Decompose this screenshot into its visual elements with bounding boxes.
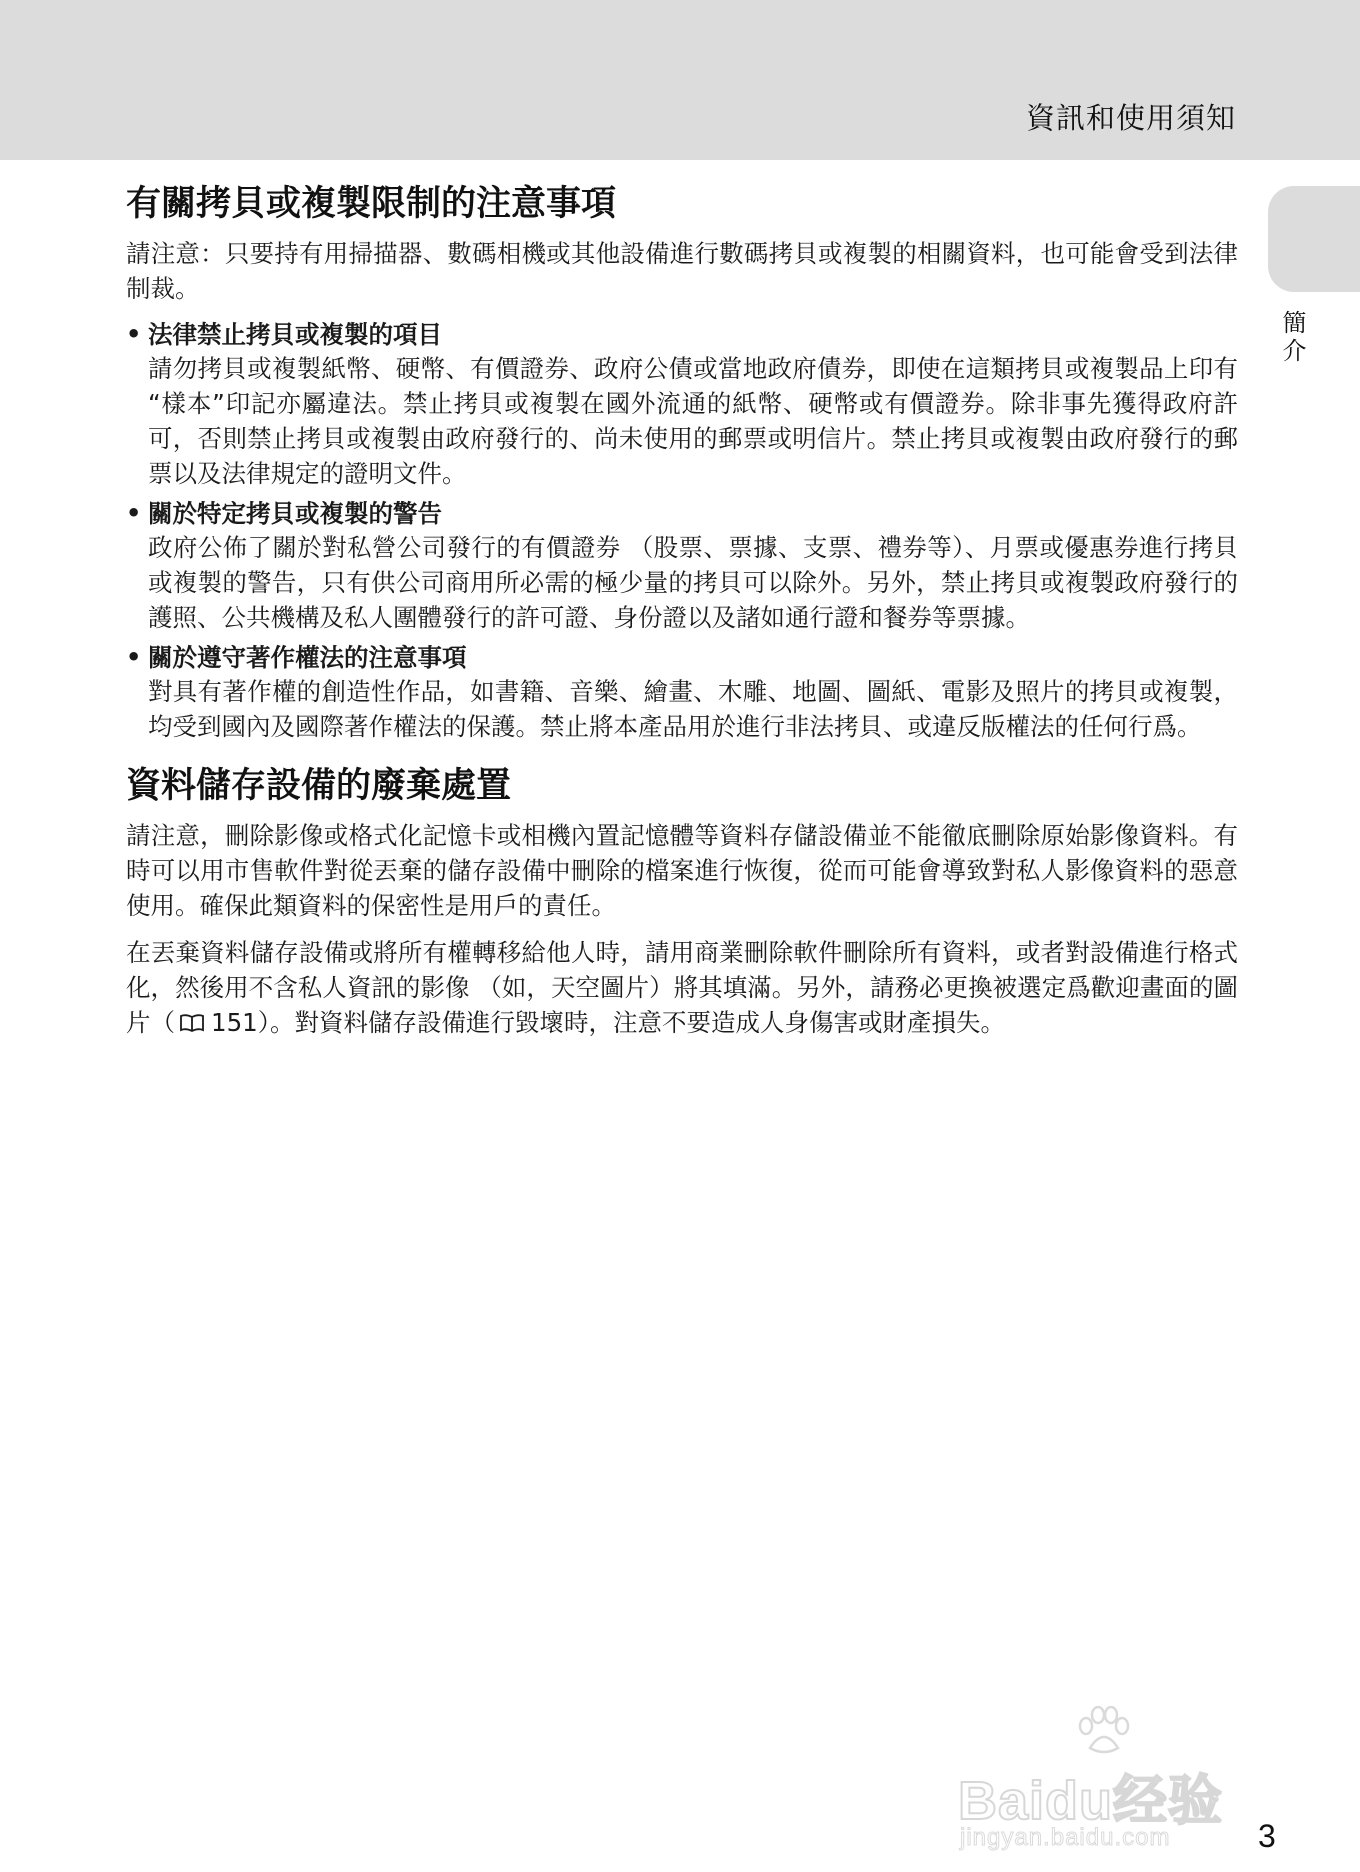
bullet-dot: •	[126, 320, 142, 348]
section-copy-restrictions	[126, 180, 1238, 744]
side-tab	[1268, 186, 1360, 292]
bullet-text: 政府公佈了關於對私營公司發行的有價證券 （股票、票據、支票、禮券等）、月票或優惠券進行拷貝或複製的警告，只有供公司商用所必需的極少量的拷貝可以除外。另外，禁止拷貝或複製政府發行的護照、公共機構及私人團體發行的許可證、身份證以及諸如通行證和餐券等票據。	[148, 533, 1238, 632]
paragraph-text: 在丟棄資料儲存設備或將所有權轉移給他人時，請用商業刪除軟件刪除所有資料，或者對設備進行格式化，然後用不含私人資訊的影像 （如，天空圖片）將其填滿。另外，請務必更換被選定爲歡迎畫面的圖片（	[126, 938, 1238, 1037]
page-number: 3	[1258, 1818, 1276, 1854]
header-band	[0, 0, 1360, 160]
bullet-text: 請勿拷貝或複製紙幣、硬幣、有價證券、政府公債或當地政府債券，即使在這類拷貝或複製品上印有 “樣本”印記亦屬違法。禁止拷貝或複製在國外流通的紙幣、硬幣或有價證券。除非事先獲得政府許可，否則禁止拷貝或複製由政府發行的、尚未使用的郵票或明信片。禁止拷貝或複製由政府發行的郵票以及法律規定的證明文件。	[148, 354, 1238, 488]
bullet-list	[126, 318, 1238, 744]
bullet-dot: •	[126, 643, 142, 671]
bullet-title: 關於遵守著作權法的注意事項	[148, 643, 467, 672]
bullet-dot: •	[126, 499, 142, 527]
section-title: 資料儲存設備的廢棄處置	[126, 766, 512, 806]
bullet-text: 對具有著作權的創造性作品，如書籍、音樂、繪畫、木雕、地圖、圖紙、電影及照片的拷貝或複製，均受到國內及國際著作權法的保護。禁止將本產品用於進行非法拷貝、或違反版權法的任何行爲。	[148, 677, 1238, 741]
page-reference[interactable]: 151	[211, 1008, 258, 1037]
list-item	[126, 641, 1238, 744]
book-icon	[179, 1007, 205, 1027]
list-item	[126, 318, 1238, 491]
page-content	[126, 180, 1238, 1052]
bullet-title: 法律禁止拷貝或複製的項目	[148, 320, 442, 349]
paragraph-text: ）。對資料儲存設備進行毀壞時，注意不要造成人身傷害或財產損失。	[257, 1008, 1006, 1037]
watermark-logo: Baidu经验	[958, 1771, 1224, 1831]
watermark-url: jingyan.baidu.com	[960, 1824, 1171, 1851]
disposal-paragraph-1: 請注意，刪除影像或格式化記憶卡或相機內置記憶體等資料存儲設備並不能徹底刪除原始影像資料。有時可以用市售軟件對從丟棄的儲存設備中刪除的檔案進行恢復，從而可能會導致對私人影像資料的惡意使用。確保此類資料的保密性是用戶的責任。	[126, 821, 1238, 920]
intro-paragraph: 請注意：只要持有用掃描器、數碼相機或其他設備進行數碼拷貝或複製的相關資料，也可能會受到法律制裁。	[126, 239, 1238, 303]
header-title: 資訊和使用須知	[1025, 101, 1236, 135]
disposal-paragraph-2	[126, 935, 1238, 1040]
paw-icon	[1076, 1706, 1132, 1762]
baidu-watermark	[958, 1706, 1288, 1854]
list-item	[126, 497, 1238, 635]
section-title: 有關拷貝或複製限制的注意事項	[126, 184, 617, 224]
bullet-title: 關於特定拷貝或複製的警告	[148, 499, 442, 528]
side-tab-label: 簡介	[1278, 310, 1306, 366]
section-storage-disposal	[126, 762, 1238, 1040]
